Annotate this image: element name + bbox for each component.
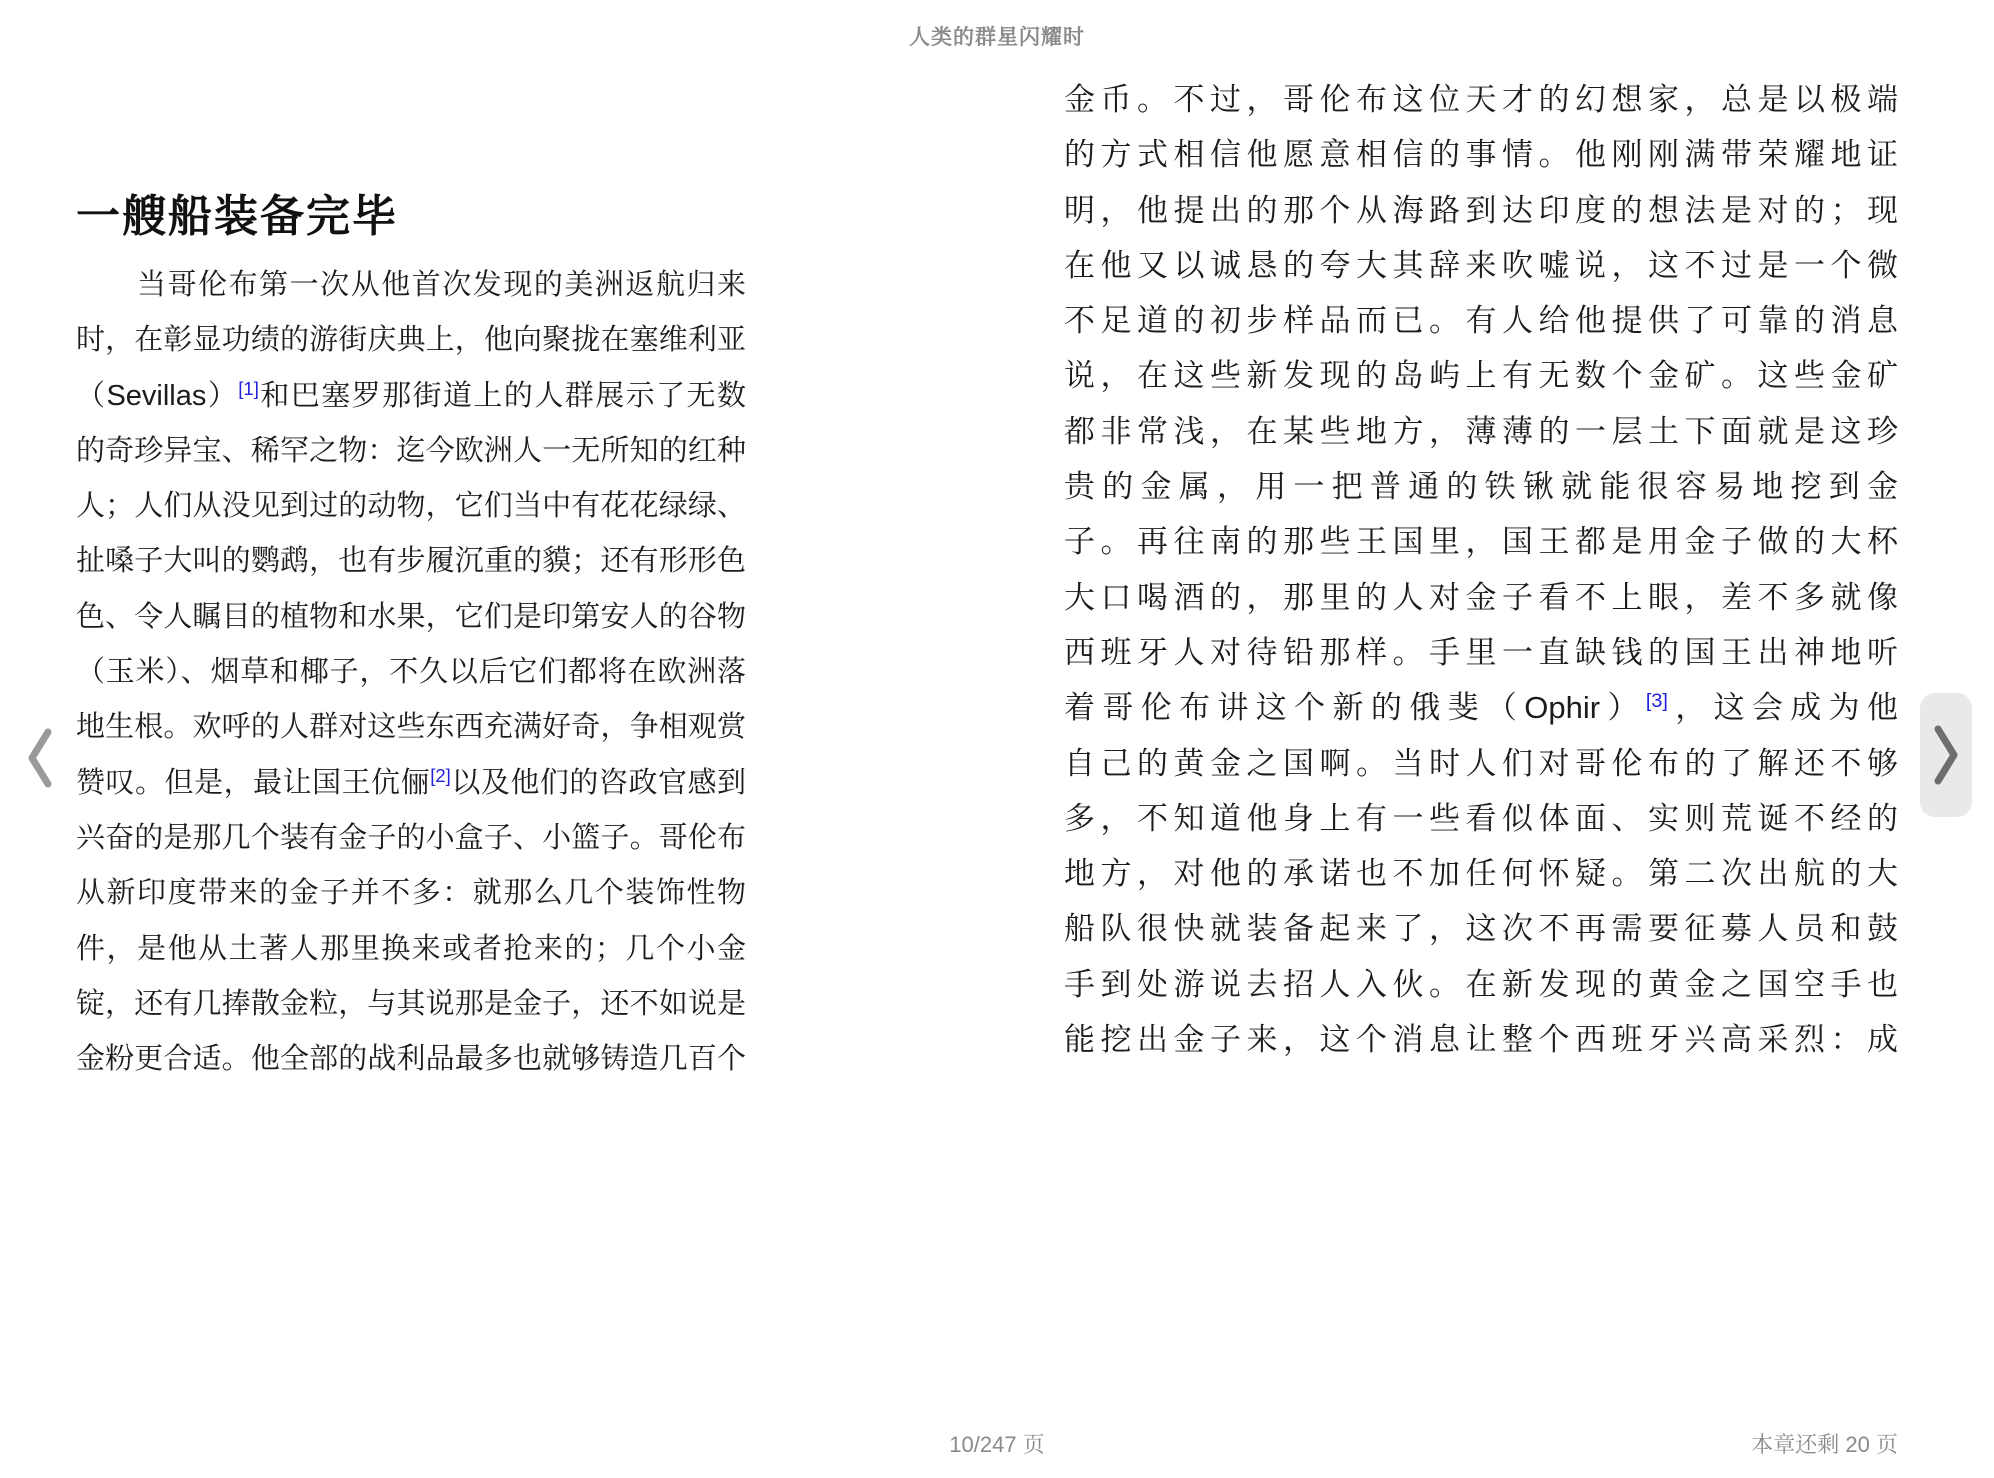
text-line: 西班牙人对待铅那样。手里一直缺钱的国王出神地听 <box>1064 634 1898 670</box>
text-line: 不足道的初步样品而已。有人给他提供了可靠的消息 <box>1064 303 1898 339</box>
text-line: 件，是他从土著人那里换来或者抢来的；几个小金 <box>76 932 746 965</box>
text-line: 说，在这些新发现的岛屿上有无数个金矿。这些金矿 <box>1064 358 1898 394</box>
next-page-button[interactable] <box>1920 693 1972 817</box>
chapter-title: 一艘船装备完毕 <box>76 192 398 241</box>
text-line: （玉米）、烟草和椰子，不久以后它们都将在欧洲落 <box>76 656 746 689</box>
text-line: 明，他提出的那个从海路到达印度的想法是对的；现 <box>1064 192 1898 228</box>
footnote-link[interactable]: [1] <box>238 377 259 399</box>
text-line: 贵的金属，用一把普通的铁锹就能很容易地挖到金 <box>1064 469 1898 505</box>
chevron-right-icon <box>1932 724 1960 786</box>
text-line: 的奇珍异宝、稀罕之物：迄今欧洲人一无所知的红种 <box>76 434 746 467</box>
text-line: 地方，对他的承诺也不加任何怀疑。第二次出航的大 <box>1064 856 1898 892</box>
text-line: 锭，还有几捧散金粒，与其说那是金子，还不如说是 <box>76 987 746 1020</box>
text-line: 多，不知道他身上有一些看似体面、实则荒诞不经的 <box>1064 800 1898 836</box>
text-line: 都非常浅，在某些地方，薄薄的一层土下面就是这珍 <box>1064 413 1898 449</box>
text-line: 金币。不过，哥伦布这位天才的幻想家，总是以极端 <box>1064 82 1898 117</box>
text-line: 手到处游说去招人入伙。在新发现的黄金之国空手也 <box>1064 966 1898 1002</box>
footnote-link[interactable]: [2] <box>430 764 451 786</box>
text-line: 自己的黄金之国啊。当时人们对哥伦布的了解还不够 <box>1064 745 1898 781</box>
text-line: 时，在彰显功绩的游街庆典上，他向聚拢在塞维利亚 <box>76 324 746 357</box>
text-line: （Sevillas）[1]和巴塞罗那街道上的人群展示了无数 <box>76 377 746 412</box>
text-line: 当哥伦布第一次从他首次发现的美洲返航归来 <box>76 269 746 301</box>
text-line: 着哥伦布讲这个新的俄斐（Ophir）[3]，这会成为他 <box>1064 690 1899 726</box>
text-line: 金粉更合适。他全部的战利品最多也就够铸造几百个 <box>76 1043 746 1076</box>
text-line: 的方式相信他愿意相信的事情。他刚刚满带荣耀地证 <box>1064 137 1898 173</box>
left-page-text <box>76 258 746 1087</box>
text-line: 赞叹。但是，最让国王伉俪[2]以及他们的咨政官感到 <box>76 764 746 799</box>
right-page-text <box>1064 72 1898 1067</box>
text-line: 船队很快就装备起来了，这次不再需要征募人员和鼓 <box>1064 911 1898 947</box>
text-line: 扯嗓子大叫的鹦鹉，也有步履沉重的貘；还有形形色 <box>76 545 746 578</box>
text-line: 大口喝酒的，那里的人对金子看不上眼，差不多就像 <box>1064 579 1898 615</box>
text-line: 兴奋的是那几个装有金子的小盒子、小篮子。哥伦布 <box>76 821 746 854</box>
chapter-remaining-indicator: 本章还剩 20 页 <box>1751 1432 1898 1457</box>
text-line: 色、令人瞩目的植物和水果，它们是印第安人的谷物 <box>76 600 746 633</box>
book-title: 人类的群星闪耀时 <box>909 26 1085 49</box>
text-line: 人；人们从没见到过的动物，它们当中有花花绿绿、 <box>76 490 746 523</box>
previous-page-button[interactable] <box>14 712 66 804</box>
text-line: 地生根。欢呼的人群对这些东西充满好奇，争相观赏 <box>76 711 746 744</box>
text-line: 能挖出金子来，这个消息让整个西班牙兴高采烈：成 <box>1064 1022 1898 1058</box>
chevron-left-icon <box>26 727 54 789</box>
text-line: 从新印度带来的金子并不多：就那么几个装饰性物 <box>76 877 746 910</box>
footnote-link[interactable]: [3] <box>1645 690 1668 713</box>
text-line: 子。再往南的那些王国里，国王都是用金子做的大杯 <box>1064 524 1898 560</box>
page-indicator: 10/247 页 <box>949 1432 1045 1457</box>
text-line: 在他又以诚恳的夸大其辞来吹嘘说，这不过是一个微 <box>1064 247 1898 283</box>
